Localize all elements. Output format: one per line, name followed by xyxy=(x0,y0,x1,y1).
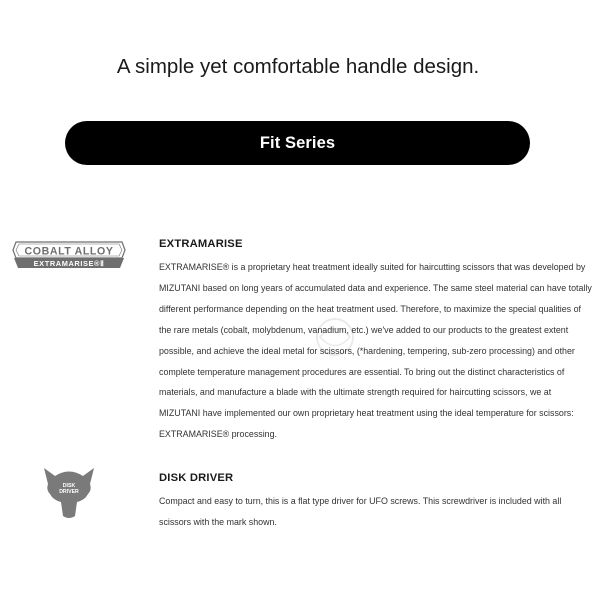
cobalt-alloy-extramarise-badge-icon xyxy=(12,241,126,271)
disk-driver-icon xyxy=(41,464,97,520)
series-banner-label: Fit Series xyxy=(259,133,336,152)
feature-title: DISK DRIVER xyxy=(159,472,234,484)
svg-text:DISK: DISK xyxy=(62,483,76,489)
feature-description: Compact and easy to turn, this is a flat type driver for UFO screws. This screwdriver is included with all scissors with the mark shown. xyxy=(159,496,562,527)
feature-title: EXTRAMARISE xyxy=(159,238,243,250)
series-banner xyxy=(65,121,530,165)
feature-description: EXTRAMARISE® is a proprietary heat treatment ideally suited for haircutting scissors that was developed by MIZUTANI based on long years of accumulated data and experience. The same steel material can have totally different performance depending on the heat treatment used. Therefore, to maximize the special qualities of the rare metals (cobalt, molybdenum, vanadium, etc.) we've added to our products to the greatest extent possible, and achieve the ideal metal for scissors, (*hardening, tempering, sub-zero processing) and other complete temperature management procedures are essential. To bring out the distinct characteristics of materials, and manufacture a blade with the ultimate strength required for haircutting scissors, we at MIZUTANI have implemented our own proprietary heat treatment using the ideal temperature for scissors: EXTRAMARISE® processing. xyxy=(159,262,592,440)
badge-text-bottom: EXTRAMARISE®Ⅱ xyxy=(33,259,105,268)
badge-text-top: COBALT ALLOY xyxy=(24,245,114,258)
svg-text:DRIVER: DRIVER xyxy=(59,489,79,495)
page-headline: A simple yet comfortable handle design. xyxy=(116,55,480,78)
